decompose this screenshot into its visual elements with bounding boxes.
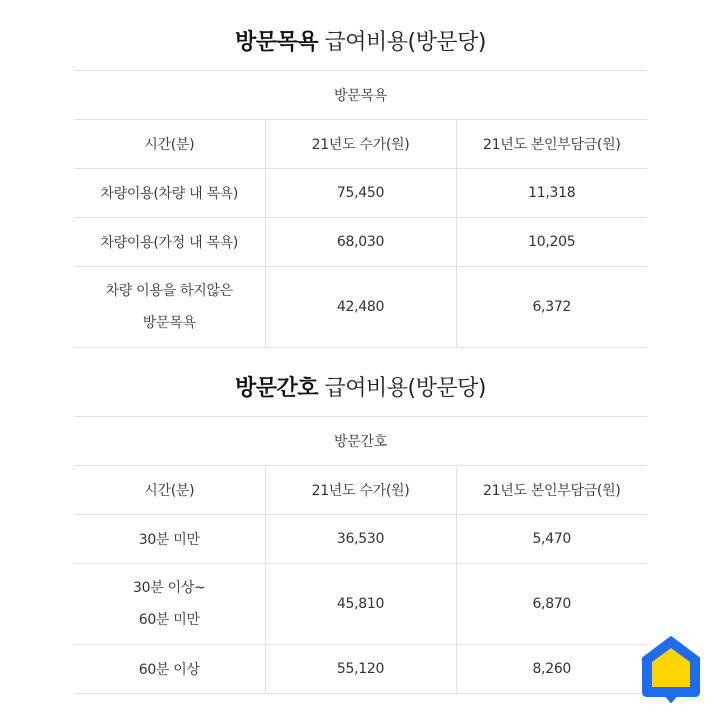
nursing-title-rest: 급여비용(방문당) — [318, 376, 486, 401]
nursing-section-title — [74, 372, 647, 406]
time-cell-line: 방문목욕 — [142, 315, 196, 331]
time-cell-line: 차량 이용을 하지않은 — [105, 283, 233, 299]
copay-cell: 6,870 — [456, 564, 647, 645]
bath-fee-table — [74, 70, 647, 348]
table-caption: 방문간호 — [74, 417, 647, 466]
column-header-fee: 21년도 수가(원) — [265, 120, 456, 169]
time-cell: 60분 이상 — [74, 645, 265, 694]
fee-cell: 36,530 — [265, 515, 456, 564]
copay-cell: 6,372 — [456, 267, 647, 348]
house-chat-logo-icon — [640, 634, 702, 704]
time-cell — [74, 564, 265, 645]
column-header-copay: 21년도 본인부담금(원) — [456, 466, 647, 515]
bath-section — [74, 26, 647, 348]
copay-cell: 5,470 — [456, 515, 647, 564]
bath-section-title — [74, 26, 647, 60]
table-row — [74, 169, 647, 218]
table-caption: 방문목욕 — [74, 71, 647, 120]
column-header-time: 시간(분) — [74, 466, 265, 515]
fee-cell: 68,030 — [265, 218, 456, 267]
time-cell: 차량이용(가정 내 목욕) — [74, 218, 265, 267]
column-header-fee: 21년도 수가(원) — [265, 466, 456, 515]
fee-cell: 42,480 — [265, 267, 456, 348]
copay-cell: 11,318 — [456, 169, 647, 218]
column-header-time: 시간(분) — [74, 120, 265, 169]
nursing-title-bold: 방문간호 — [235, 376, 319, 401]
time-cell-line: 30분 이상~ — [133, 580, 206, 596]
column-header-copay: 21년도 본인부담금(원) — [456, 120, 647, 169]
bath-title-bold: 방문목욕 — [235, 30, 319, 55]
table-row — [74, 218, 647, 267]
copay-cell: 10,205 — [456, 218, 647, 267]
fee-cell: 75,450 — [265, 169, 456, 218]
time-cell — [74, 267, 265, 348]
bath-title-rest: 급여비용(방문당) — [318, 30, 486, 55]
time-cell: 30분 미만 — [74, 515, 265, 564]
fee-cell: 45,810 — [265, 564, 456, 645]
table-row — [74, 645, 647, 694]
table-row — [74, 564, 647, 645]
nursing-section — [74, 372, 647, 694]
nursing-fee-table — [74, 416, 647, 694]
time-cell-line: 60분 미만 — [138, 612, 200, 628]
fee-cell: 55,120 — [265, 645, 456, 694]
time-cell: 차량이용(차량 내 목욕) — [74, 169, 265, 218]
table-row — [74, 267, 647, 348]
table-row — [74, 515, 647, 564]
copay-cell: 8,260 — [456, 645, 647, 694]
